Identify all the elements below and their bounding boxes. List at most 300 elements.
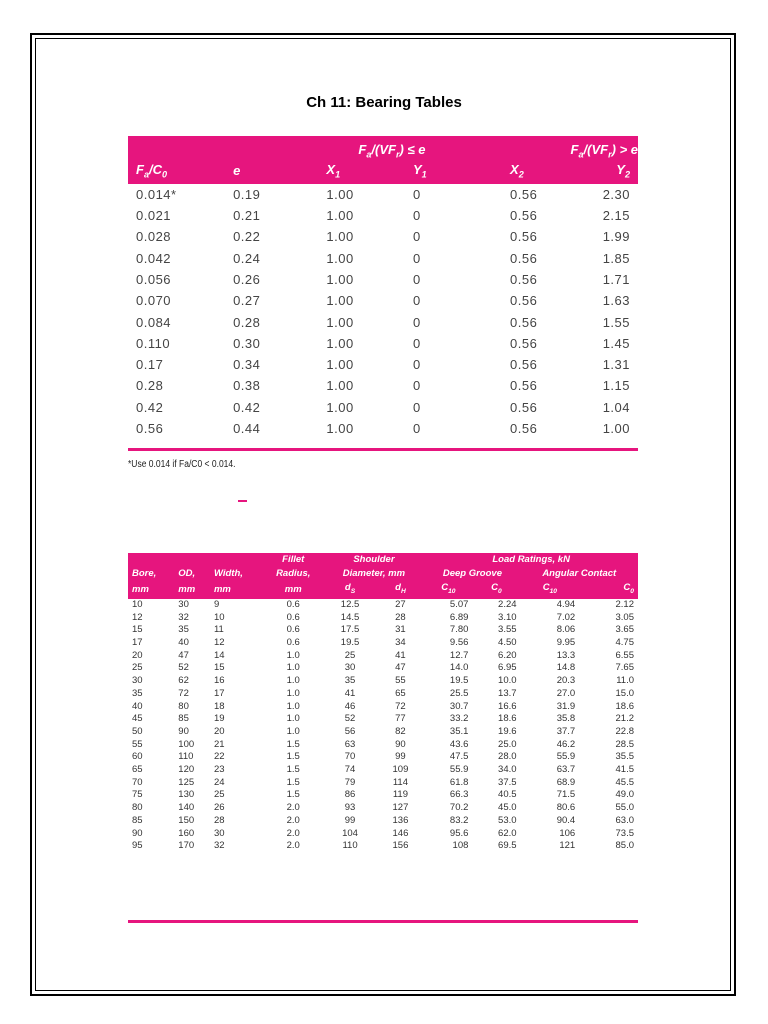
cell-fillet-radius: 0.6 xyxy=(286,611,300,623)
table-row xyxy=(128,802,638,815)
cell-od: 35 xyxy=(178,624,189,636)
cell-x1: 1.00 xyxy=(326,186,354,202)
cell-e: 0.28 xyxy=(233,314,261,330)
cell-ds: 99 xyxy=(344,814,356,826)
cell-width: 9 xyxy=(213,598,220,610)
header-radius: Radius, xyxy=(263,567,324,581)
table-row xyxy=(128,828,638,841)
cell-c10-deep: 14.0 xyxy=(449,662,469,674)
cell-c0-deep: 6.20 xyxy=(498,649,517,661)
cell-c10-deep: 9.56 xyxy=(449,637,469,648)
cell-bore: 60 xyxy=(132,751,143,763)
cell-ds: 104 xyxy=(342,827,358,839)
cell-ds: 52 xyxy=(344,713,356,725)
header-c10-deep: $C_{10}$ xyxy=(424,581,472,599)
cell-x1: 1.00 xyxy=(326,378,354,394)
group-header-gt: $F_a/(VF_r) > e$ xyxy=(474,136,638,160)
cell-ds: 86 xyxy=(344,789,356,801)
table-row xyxy=(128,205,638,226)
cell-c10-angular: 80.6 xyxy=(556,802,576,814)
cell-ds: 41 xyxy=(344,687,356,699)
cell-x1: 1.00 xyxy=(326,399,354,415)
cell-fillet-radius: 1.0 xyxy=(286,713,300,725)
cell-e: 0.22 xyxy=(233,229,261,245)
cell-bore: 30 xyxy=(132,675,143,687)
cell-width: 14 xyxy=(213,649,225,661)
cell-c0-deep: 69.5 xyxy=(498,840,517,852)
cell-c0-deep: 10.0 xyxy=(498,675,517,687)
cell-bore: 90 xyxy=(132,827,143,839)
cell-od: 47 xyxy=(178,649,189,661)
cell-bore: 75 xyxy=(132,789,143,801)
cell-x1: 1.00 xyxy=(326,357,354,373)
cell-width: 30 xyxy=(213,827,225,839)
table-row xyxy=(128,637,638,650)
table-row xyxy=(128,739,638,752)
cell-width: 28 xyxy=(213,814,225,826)
cell-dh: 55 xyxy=(395,675,406,687)
cell-c10-angular: 121 xyxy=(559,840,576,852)
cell-width: 10 xyxy=(213,611,225,623)
cell-x2: 0.56 xyxy=(510,186,538,202)
cell-c0-angular: 73.5 xyxy=(615,827,634,839)
cell-od: 52 xyxy=(178,662,189,674)
table-row xyxy=(128,624,638,637)
cell-fillet-radius: 2.0 xyxy=(286,802,300,814)
cell-ds: 14.5 xyxy=(340,611,360,623)
cell-c10-angular: 63.7 xyxy=(556,764,576,776)
cell-c0-angular: 6.55 xyxy=(615,649,634,661)
col-header-y1: $Y_1$ xyxy=(393,160,474,184)
cell-od: 130 xyxy=(178,789,195,801)
cell-ds: 70 xyxy=(344,751,356,763)
cell-dh: 27 xyxy=(395,598,406,610)
cell-c0-angular: 55.0 xyxy=(615,802,634,814)
cell-y2: 1.85 xyxy=(602,250,630,266)
cell-c10-angular: 8.06 xyxy=(556,624,576,636)
cell-ds: 12.5 xyxy=(340,598,360,610)
cell-bore: 40 xyxy=(132,700,143,712)
header-dh: $d_H$ xyxy=(377,581,425,599)
cell-c0-deep: 25.0 xyxy=(498,738,517,750)
cell-c0-deep: 6.95 xyxy=(498,662,517,674)
cell-fa-c0: 0.56 xyxy=(136,421,164,436)
cell-od: 120 xyxy=(178,764,195,776)
cell-c0-deep: 2.24 xyxy=(498,598,517,610)
table-row xyxy=(128,840,638,853)
table2-header-row-2 xyxy=(128,567,638,581)
cell-ds: 30 xyxy=(344,662,356,674)
table-row xyxy=(128,612,638,625)
cell-c10-angular: 4.94 xyxy=(556,598,576,610)
cell-width: 19 xyxy=(213,713,225,725)
cell-dh: 99 xyxy=(395,751,406,763)
cell-c0-deep: 34.0 xyxy=(498,764,517,776)
cell-x1: 1.00 xyxy=(326,293,354,309)
cell-x2: 0.56 xyxy=(510,271,538,287)
cell-od: 170 xyxy=(178,840,195,852)
table-row xyxy=(128,777,638,790)
table1-group-header-row xyxy=(128,136,638,160)
cell-c10-deep: 35.1 xyxy=(449,725,469,737)
cell-c10-deep: 47.5 xyxy=(449,751,469,763)
cell-bore: 20 xyxy=(132,649,143,661)
cell-bore: 50 xyxy=(132,725,143,737)
cell-c10-angular: 90.4 xyxy=(556,814,576,826)
cell-width: 17 xyxy=(213,687,225,699)
cell-c10-angular: 35.8 xyxy=(556,713,576,725)
cell-c0-angular: 11.0 xyxy=(616,675,634,687)
cell-width: 20 xyxy=(213,725,225,737)
cell-c10-deep: 25.5 xyxy=(449,687,469,699)
col-header-y2: $Y_2$ xyxy=(582,160,638,184)
cell-dh: 31 xyxy=(395,624,406,636)
cell-fillet-radius: 1.0 xyxy=(286,687,300,699)
cell-x2: 0.56 xyxy=(510,293,538,309)
cell-c0-angular: 2.12 xyxy=(615,598,634,610)
cell-c10-angular: 71.5 xyxy=(556,789,576,801)
cell-e: 0.26 xyxy=(233,271,261,287)
cell-e: 0.30 xyxy=(233,335,261,351)
cell-ds: 74 xyxy=(344,764,356,776)
header-radius-unit: mm xyxy=(263,581,324,599)
cell-fa-c0: 0.014* xyxy=(136,186,177,202)
cell-c0-deep: 13.7 xyxy=(498,687,517,699)
cell-x2: 0.56 xyxy=(510,357,538,373)
header-shoulder: Shoulder xyxy=(324,553,425,567)
cell-dh: 47 xyxy=(395,662,406,674)
cell-dh: 109 xyxy=(392,764,409,776)
cell-c10-deep: 70.2 xyxy=(449,802,469,814)
cell-y2: 1.55 xyxy=(602,314,630,330)
cell-c0-deep: 3.55 xyxy=(498,624,517,636)
cell-fillet-radius: 2.0 xyxy=(286,814,300,826)
cell-x2: 0.56 xyxy=(510,314,538,330)
cell-x2: 0.56 xyxy=(510,378,538,394)
cell-dh: 34 xyxy=(395,637,406,648)
cell-y1: 0 xyxy=(412,357,421,373)
cell-y2: 1.15 xyxy=(602,378,630,394)
cell-x2: 0.56 xyxy=(510,421,538,436)
cell-c0-deep: 28.0 xyxy=(498,751,517,763)
header-angular-contact: Angular Contact xyxy=(521,567,638,581)
table-row xyxy=(128,247,638,268)
cell-od: 40 xyxy=(178,637,189,648)
cell-fa-c0: 0.056 xyxy=(136,271,172,287)
table1-bottom-rule xyxy=(128,448,638,451)
cell-c10-deep: 95.6 xyxy=(449,827,469,839)
table1-body xyxy=(128,184,638,440)
table-row xyxy=(128,675,638,688)
cell-width: 26 xyxy=(213,802,225,814)
cell-bore: 12 xyxy=(132,611,143,623)
cell-dh: 72 xyxy=(395,700,406,712)
cell-width: 11 xyxy=(213,624,224,636)
cell-c10-deep: 61.8 xyxy=(449,776,469,788)
cell-y2: 2.15 xyxy=(602,208,630,224)
table2-header-row-1 xyxy=(128,553,638,567)
cell-ds: 19.5 xyxy=(340,637,360,648)
cell-ds: 93 xyxy=(344,802,356,814)
cell-y1: 0 xyxy=(412,314,421,330)
cell-c10-deep: 7.80 xyxy=(449,624,469,636)
bearing-dimensions-table xyxy=(128,553,638,853)
cell-width: 32 xyxy=(213,840,225,852)
cell-x2: 0.56 xyxy=(510,229,538,245)
cell-x1: 1.00 xyxy=(326,250,354,266)
footnote: *Use 0.014 if Fa/C0 < 0.014. xyxy=(128,459,236,470)
cell-x1: 1.00 xyxy=(326,421,354,436)
cell-c10-angular: 7.02 xyxy=(556,611,576,623)
cell-width: 21 xyxy=(213,738,225,750)
cell-y1: 0 xyxy=(412,378,421,394)
table-row xyxy=(128,269,638,290)
table-row xyxy=(128,397,638,418)
table-row xyxy=(128,751,638,764)
cell-width: 22 xyxy=(213,751,225,763)
table-row xyxy=(128,290,638,311)
cell-dh: 119 xyxy=(392,789,408,801)
cell-od: 150 xyxy=(178,814,195,826)
cell-c0-deep: 3.10 xyxy=(498,611,517,623)
cell-bore: 65 xyxy=(132,764,143,776)
cell-y2: 1.99 xyxy=(602,229,630,245)
cell-c10-angular: 46.2 xyxy=(556,738,576,750)
radial-factor-table xyxy=(128,136,638,439)
header-ds: $d_S$ xyxy=(324,581,377,599)
cell-c10-deep: 6.89 xyxy=(449,611,469,623)
cell-y2: 1.71 xyxy=(602,271,630,287)
cell-fillet-radius: 0.6 xyxy=(286,598,300,610)
cell-y1: 0 xyxy=(412,250,421,266)
cell-dh: 90 xyxy=(395,738,406,750)
cell-c0-angular: 3.65 xyxy=(615,624,634,636)
table-row xyxy=(128,701,638,714)
cell-fillet-radius: 1.5 xyxy=(286,751,300,763)
header-bore: Bore, xyxy=(128,567,174,581)
cell-c10-deep: 33.2 xyxy=(449,713,469,725)
page-title: Ch 11: Bearing Tables xyxy=(306,94,462,111)
cell-dh: 156 xyxy=(392,840,409,852)
cell-c10-angular: 27.0 xyxy=(556,687,576,699)
cell-od: 32 xyxy=(178,611,189,623)
cell-x1: 1.00 xyxy=(326,208,354,224)
cell-fillet-radius: 1.0 xyxy=(286,700,300,712)
cell-fillet-radius: 1.5 xyxy=(286,776,300,788)
cell-bore: 10 xyxy=(132,598,143,610)
cell-ds: 46 xyxy=(344,700,356,712)
table-row xyxy=(128,354,638,375)
cell-x2: 0.56 xyxy=(510,335,538,351)
table2-header-row-3 xyxy=(128,581,638,599)
col-header-x2: $X_2$ xyxy=(474,160,582,184)
header-c0-deep: $C_0$ xyxy=(472,581,520,599)
cell-c0-deep: 62.0 xyxy=(498,827,517,839)
cell-bore: 95 xyxy=(132,840,143,852)
header-deep-groove: Deep Groove xyxy=(424,567,520,581)
cell-c0-angular: 22.8 xyxy=(615,725,634,737)
cell-dh: 77 xyxy=(395,713,406,725)
cell-y2: 1.45 xyxy=(602,335,630,351)
cell-fillet-radius: 1.5 xyxy=(286,738,300,750)
cell-fa-c0: 0.084 xyxy=(136,314,172,330)
table2-bottom-rule xyxy=(128,920,638,923)
cell-od: 72 xyxy=(178,687,189,699)
cell-fillet-radius: 1.0 xyxy=(286,662,300,674)
cell-x2: 0.56 xyxy=(510,399,538,415)
cell-bore: 70 xyxy=(132,776,143,788)
table-row xyxy=(128,311,638,332)
cell-c0-angular: 18.6 xyxy=(615,700,634,712)
table-row xyxy=(128,375,638,396)
table-row xyxy=(128,815,638,828)
cell-c0-angular: 41.5 xyxy=(615,764,634,776)
cell-y2: 1.31 xyxy=(602,357,630,373)
cell-c0-angular: 15.0 xyxy=(615,687,634,699)
header-od: OD, xyxy=(174,567,210,581)
cell-width: 18 xyxy=(213,700,225,712)
cell-y1: 0 xyxy=(412,271,421,287)
table-row xyxy=(128,184,638,205)
header-fillet: Fillet xyxy=(263,553,324,567)
cell-dh: 41 xyxy=(395,649,406,661)
table-row xyxy=(128,764,638,777)
cell-bore: 35 xyxy=(132,687,143,699)
cell-od: 85 xyxy=(178,713,189,725)
cell-c0-angular: 21.2 xyxy=(615,713,634,725)
cell-c0-deep: 37.5 xyxy=(498,776,517,788)
cell-width: 25 xyxy=(213,789,225,801)
cell-width: 15 xyxy=(213,662,225,674)
cell-y2: 1.04 xyxy=(602,399,630,415)
cell-c10-angular: 9.95 xyxy=(556,637,576,648)
cell-c0-angular: 4.75 xyxy=(615,637,634,648)
cell-dh: 127 xyxy=(392,802,409,814)
cell-c10-deep: 43.6 xyxy=(449,738,469,750)
cell-x2: 0.56 xyxy=(510,208,538,224)
cell-y1: 0 xyxy=(412,335,421,351)
cell-c10-angular: 68.9 xyxy=(556,776,576,788)
cell-c10-angular: 31.9 xyxy=(556,700,576,712)
cell-od: 110 xyxy=(178,751,194,763)
cell-dh: 146 xyxy=(392,827,409,839)
cell-c0-deep: 16.6 xyxy=(498,700,517,712)
cell-x1: 1.00 xyxy=(326,314,354,330)
cell-ds: 56 xyxy=(344,725,356,737)
cell-ds: 79 xyxy=(344,776,356,788)
table-row xyxy=(128,226,638,247)
table-row xyxy=(128,418,638,439)
cell-c10-deep: 66.3 xyxy=(449,789,469,801)
cell-bore: 80 xyxy=(132,802,143,814)
cell-c10-angular: 37.7 xyxy=(556,725,576,737)
cell-x1: 1.00 xyxy=(326,271,354,287)
cell-y2: 1.63 xyxy=(602,293,630,309)
cell-bore: 17 xyxy=(132,637,143,648)
header-bore-unit: mm xyxy=(128,581,174,599)
cell-ds: 110 xyxy=(342,840,358,852)
cell-dh: 136 xyxy=(392,814,409,826)
cell-c0-angular: 45.5 xyxy=(615,776,634,788)
cell-od: 80 xyxy=(178,700,189,712)
cell-y1: 0 xyxy=(412,421,421,436)
cell-width: 12 xyxy=(213,637,225,648)
cell-fa-c0: 0.042 xyxy=(136,250,172,266)
cell-c0-angular: 85.0 xyxy=(615,840,634,852)
table-row xyxy=(128,650,638,663)
table-row xyxy=(128,789,638,802)
cell-fillet-radius: 1.0 xyxy=(286,649,300,661)
cell-fillet-radius: 1.5 xyxy=(286,789,300,801)
cell-c0-angular: 3.05 xyxy=(615,611,634,623)
cell-fa-c0: 0.070 xyxy=(136,293,172,309)
cell-width: 24 xyxy=(213,776,225,788)
cell-c0-deep: 40.5 xyxy=(498,789,517,801)
header-diameter: Diameter, mm xyxy=(324,567,425,581)
cell-y1: 0 xyxy=(412,399,421,415)
cell-e: 0.19 xyxy=(233,186,261,202)
cell-fillet-radius: 1.0 xyxy=(286,675,300,687)
cell-c0-deep: 18.6 xyxy=(498,713,517,725)
header-load-ratings: Load Ratings, kN xyxy=(424,553,638,567)
cell-y1: 0 xyxy=(412,208,421,224)
cell-width: 16 xyxy=(213,675,225,687)
cell-bore: 15 xyxy=(132,624,143,636)
cell-fillet-radius: 1.5 xyxy=(286,764,300,776)
cell-fillet-radius: 1.0 xyxy=(286,725,300,737)
cell-dh: 114 xyxy=(392,776,408,788)
cell-c0-deep: 45.0 xyxy=(498,802,517,814)
cell-dh: 28 xyxy=(395,611,406,623)
cell-fa-c0: 0.110 xyxy=(136,335,171,351)
cell-c10-angular: 106 xyxy=(559,827,576,839)
header-od-unit: mm xyxy=(174,581,210,599)
cell-x1: 1.00 xyxy=(326,335,354,351)
cell-y2: 2.30 xyxy=(602,186,630,202)
cell-c10-deep: 12.7 xyxy=(449,649,469,661)
table-row xyxy=(128,662,638,675)
cell-c10-deep: 5.07 xyxy=(449,598,469,610)
cell-od: 100 xyxy=(178,738,195,750)
cell-c10-deep: 55.9 xyxy=(449,764,469,776)
cell-ds: 35 xyxy=(344,675,356,687)
col-header-e: e xyxy=(211,160,298,184)
cell-od: 62 xyxy=(178,675,189,687)
cell-c10-deep: 83.2 xyxy=(449,814,469,826)
cell-e: 0.34 xyxy=(233,357,261,373)
cell-c0-angular: 35.5 xyxy=(615,751,634,763)
cell-fa-c0: 0.42 xyxy=(136,399,164,415)
cell-c0-deep: 53.0 xyxy=(498,814,517,826)
cell-c10-angular: 13.3 xyxy=(556,649,576,661)
cell-e: 0.38 xyxy=(233,378,261,394)
cell-fa-c0: 0.17 xyxy=(136,357,164,373)
cell-y1: 0 xyxy=(412,186,421,202)
cell-c0-deep: 4.50 xyxy=(498,637,517,648)
dash-mark xyxy=(238,500,247,502)
cell-ds: 63 xyxy=(344,738,356,750)
table-row xyxy=(128,599,638,612)
cell-x1: 1.00 xyxy=(326,229,354,245)
cell-c10-angular: 55.9 xyxy=(556,751,576,763)
table2-body xyxy=(128,599,638,853)
cell-ds: 17.5 xyxy=(340,624,360,636)
cell-dh: 82 xyxy=(395,725,406,737)
cell-e: 0.21 xyxy=(233,208,261,224)
cell-y1: 0 xyxy=(412,229,421,245)
header-width: Width, xyxy=(210,567,263,581)
cell-bore: 25 xyxy=(132,662,143,674)
